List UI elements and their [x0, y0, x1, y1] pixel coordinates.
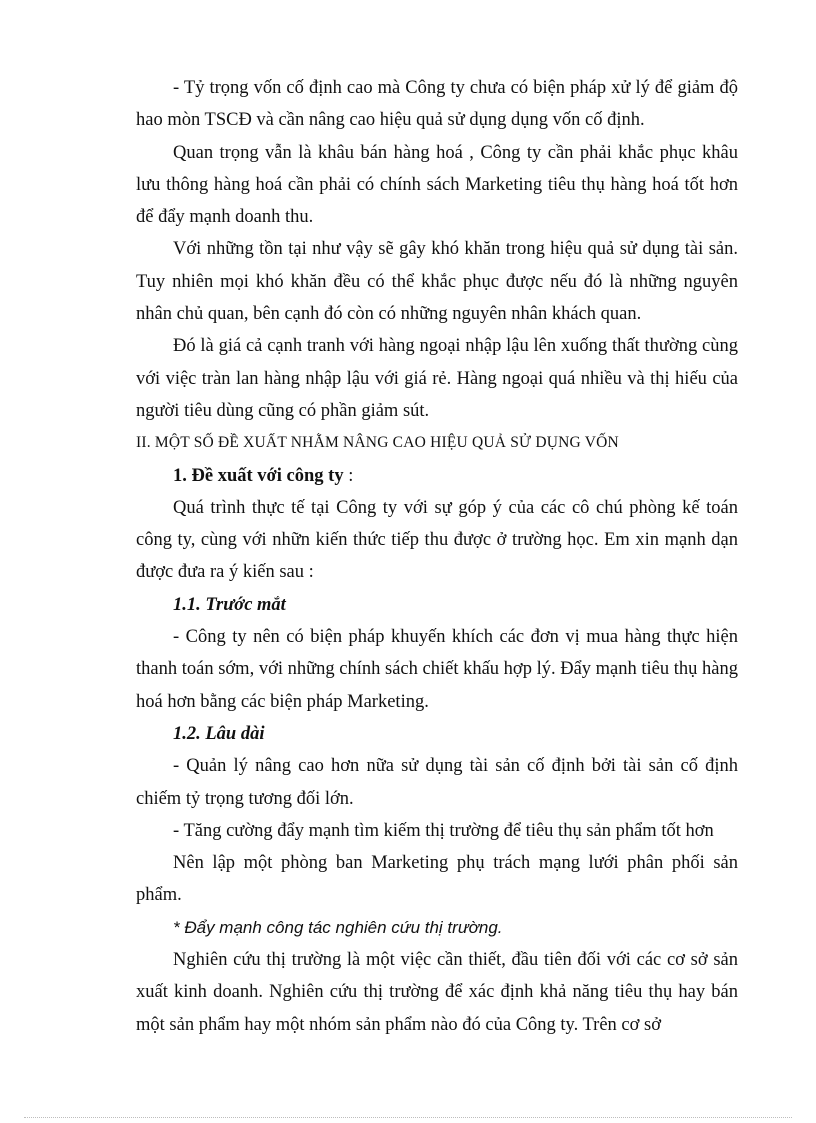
paragraph-difficulties: Với những tồn tại như vậy sẽ gây khó khăn trong hiệu quả sử dụng tài sản. Tuy nhiên mọi khó khăn đều có thể khắc phục được nếu đó là những nguyên nhân chủ quan, bên cạnh đó còn có những nguyên nhân khách quan.	[136, 239, 738, 325]
paragraph-short-term: - Công ty nên có biện pháp khuyến khích các đơn vị mua hàng thực hiện thanh toán sớm, với những chính sách chiết khấu hợp lý. Đẩy mạnh tiêu thụ hàng hoá hơn bằng các biện pháp Marketing.	[136, 627, 738, 712]
paragraph-long-term-assets: - Quản lý nâng cao hơn nữa sử dụng tài sản cố định bởi tài sản cố định chiếm tỷ trọng tương đối lớn.	[136, 756, 738, 809]
subsection-heading-suffix: :	[343, 465, 354, 486]
paragraph-sales: Quan trọng vẫn là khâu bán hàng hoá , Công ty cần phải khắc phục khâu lưu thông hàng hoá cần phải có chính sách Marketing tiêu thụ hàng hoá tốt hơn để đẩy mạnh doanh thu.	[136, 142, 738, 228]
section-heading: II. MỘT SỐ ĐỀ XUẤT NHẰM NÂNG CAO HIỆU QUẢ SỬ DỤNG VỐN	[136, 434, 619, 452]
heading-short-term: 1.1. Trước mắt	[173, 594, 286, 615]
subsection-heading-text: 1. Đề xuất với công ty	[173, 465, 344, 486]
document-body	[136, 72, 738, 1041]
heading-long-term: 1.2. Lâu dài	[173, 723, 265, 744]
paragraph-fixed-capital: - Tỷ trọng vốn cố định cao mà Công ty chưa có biện pháp xử lý để giảm độ hao mòn TSCĐ và cần nâng cao hiệu quả sử dụng dụng vốn cố định.	[136, 78, 738, 131]
italic-heading-market-research: * Đẩy mạnh công tác nghiên cứu thị trường.	[173, 917, 503, 937]
subsection-heading	[136, 460, 738, 492]
paragraph-competition: Đó là giá cả cạnh tranh với hàng ngoại nhập lậu lên xuống thất thường cùng với việc tràn lan hàng nhập lậu với giá rẻ. Hàng ngoại quá nhiều và thị hiếu của người tiêu dùng cũng có phần giảm sút.	[136, 336, 738, 421]
paragraph-market-research: Nghiên cứu thị trường là một việc cần thiết, đầu tiên đối với các cơ sở sản xuất kinh doanh. Nghiên cứu thị trường để xác định khả năng tiêu thụ hay bán một sản phẩm hay một nhóm sản phẩm nào đó của Công ty. Trên cơ sở	[136, 950, 738, 1035]
page-footer-divider	[24, 1117, 792, 1118]
paragraph-long-term-market: - Tăng cường đẩy mạnh tìm kiếm thị trường để tiêu thụ sản phẩm tốt hơn	[173, 820, 714, 841]
paragraph-intro: Quá trình thực tế tại Công ty với sự góp ý của các cô chú phòng kế toán công ty, cùng với nhữn kiến thức tiếp thu được ở trường học. Em xin mạnh dạn được đưa ra ý kiến sau :	[136, 497, 738, 583]
paragraph-long-term-marketing: Nên lập một phòng ban Marketing phụ trách mạng lưới phân phối sản phẩm.	[136, 853, 738, 906]
